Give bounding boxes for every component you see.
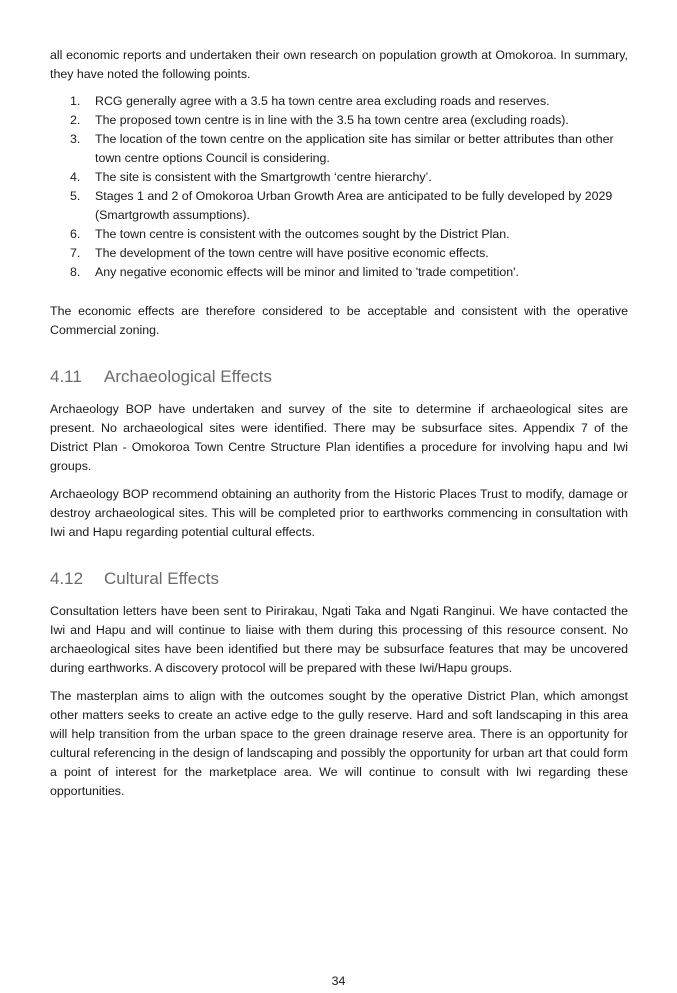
section-heading-archaeological [50,366,628,388]
document-page [50,46,628,801]
section-number: 4.12 [50,569,84,588]
section-title: Cultural Effects [104,569,219,588]
cultural-paragraph-2: The masterplan aims to align with the outcomes sought by the operative District Plan, which amongst other matters seeks to create an active edge to the gully reserve. Hard and soft landscaping in this area will help transition from the urban space to the green drainage reserve area. There is an opportunity for cultural referencing in the design of landscaping and possibly the opportunity for urban art that could form a point of interest for the marketplace area. We will continue to consult with Iwi regarding these opportunities. [50,689,628,798]
list-item-number: 6. [70,227,81,241]
list-item-number: 8. [70,265,81,279]
list-item [70,187,628,225]
section-number: 4.11 [50,367,82,386]
list-item-number: 3. [70,132,81,146]
list-item-number: 5. [70,189,81,203]
list-item [70,244,628,263]
list-item-text: Stages 1 and 2 of Omokoroa Urban Growth Area are anticipated to be fully developed by 2029 (Smartgrowth assumptions). [95,189,613,222]
section-heading-cultural [50,568,628,590]
list-item-text: RCG generally agree with a 3.5 ha town centre area excluding roads and reserves. [95,94,550,108]
list-item-text: Any negative economic effects will be minor and limited to 'trade competition'. [95,265,519,279]
list-item-number: 7. [70,246,81,260]
list-item-text: The proposed town centre is in line with the 3.5 ha town centre area (excluding roads). [95,113,569,127]
list-item-text: The town centre is consistent with the outcomes sought by the District Plan. [95,227,510,241]
page-number: 34 [331,974,346,988]
list-item [70,263,628,282]
economic-conclusion-paragraph: The economic effects are therefore considered to be acceptable and consistent with the operative Commercial zoning. [50,304,628,337]
cultural-paragraph-1: Consultation letters have been sent to Pirirakau, Ngati Taka and Ngati Ranginui. We have contacted the Iwi and Hapu and will continue to liaise with them during this processing of this resource consent. No archaeological sites have been identified but there may be subsurface features that may be uncovered during earthworks. A discovery protocol will be prepared with these Iwi/Hapu groups. [50,604,628,675]
list-item-number: 1. [70,94,81,108]
section-title: Archaeological Effects [104,367,272,386]
list-item-text: The development of the town centre will have positive economic effects. [95,246,489,260]
archaeology-paragraph-1: Archaeology BOP have undertaken and survey of the site to determine if archaeological sites are present. No archaeological sites were identified. There may be subsurface sites. Appendix 7 of the District Plan - Omokoroa Town Centre Structure Plan identifies a procedure for involving hapu and Iwi groups. [50,402,628,473]
archaeology-paragraph-2: Archaeology BOP recommend obtaining an authority from the Historic Places Trust to modify, damage or destroy archaeological sites. This will be completed prior to earthworks commencing in consultation with Iwi and Hapu regarding potential cultural effects. [50,487,628,539]
list-item [70,168,628,187]
list-item-number: 2. [70,113,81,127]
intro-paragraph: all economic reports and undertaken their own research on population growth at Omokoroa. In summary, they have noted the following points. [50,48,628,81]
list-item-text: The location of the town centre on the application site has similar or better attributes than other town centre options Council is considering. [95,132,614,165]
list-item-number: 4. [70,170,81,184]
list-item [70,111,628,130]
economic-points-list [50,92,628,282]
list-item [70,225,628,244]
list-item [70,130,628,168]
list-item-text: The site is consistent with the Smartgrowth ‘centre hierarchy’. [95,170,432,184]
list-item [70,92,628,111]
